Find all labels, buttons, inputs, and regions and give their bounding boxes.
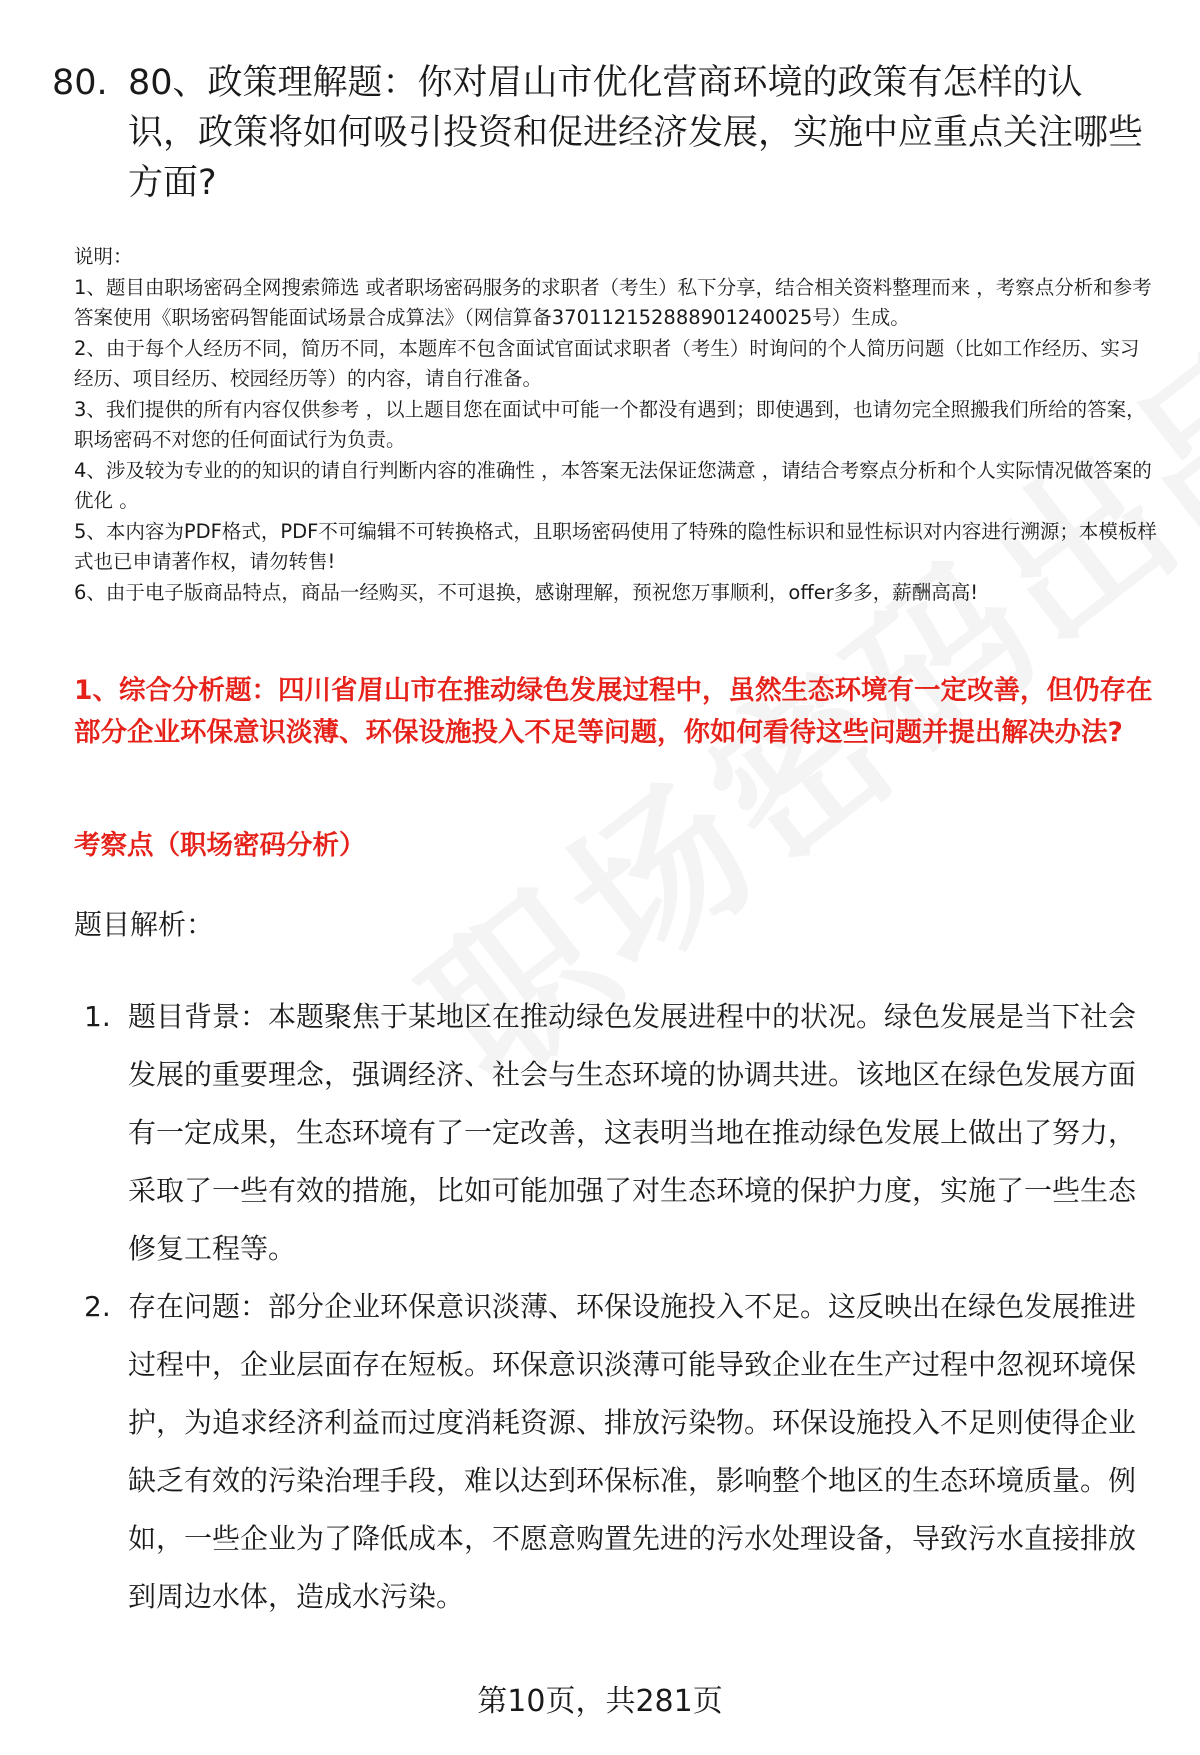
question-text: 80、政策理解题：你对眉山市优化营商环境的政策有怎样的认识，政策将如何吸引投资和促进经济发展，实施中应重点关注哪些方面? <box>128 63 1144 203</box>
note-item: 3、我们提供的所有内容仅供参考 ，以上题目您在面试中可能一个都没有遇到；即使遇到，也请勿完全照搬我们所给的答案，职场密码不对您的任何面试行为负责。 <box>74 397 1146 451</box>
note-item: 1、题目由职场密码全网搜索筛选 或者职场密码服务的求职者（考生）私下分享，结合相关资料整理而来 ，考察点分析和参考答案使用《职场密码智能面试场景合成算法》（网信算备370112152888901240025号）生成。 <box>74 275 1152 329</box>
analysis-item <box>84 988 1154 1278</box>
page-footer: 第10页，共281页 <box>477 1684 723 1719</box>
analysis-label: 题目解析： <box>74 908 215 941</box>
question-number: 80. <box>52 63 108 103</box>
analysis-list <box>84 988 1154 1626</box>
analysis-item-number: 2. <box>84 1290 111 1323</box>
analysis-item-text: 题目背景：本题聚焦于某地区在推动绿色发展进程中的状况。绿色发展是当下社会发展的重要理念，强调经济、社会与生态环境的协调共进。该地区在绿色发展方面有一定成果，生态环境有了一定改善，这表明当地在推动绿色发展上做出了努力，采取了一些有效的措施，比如可能加强了对生态环境的保护力度，实施了一些生态修复工程等。 <box>128 1000 1137 1265</box>
notes-block <box>74 242 1158 608</box>
note-item: 6、由于电子版商品特点，商品一经购买，不可退换，感谢理解，预祝您万事顺利，offer多多，薪酬高高! <box>74 580 979 604</box>
section-question: 1、综合分析题：四川省眉山市在推动绿色发展过程中，虽然生态环境有一定改善，但仍存在部分企业环保意识淡薄、环保设施投入不足等问题，你如何看待这些问题并提出解决办法? <box>74 675 1153 748</box>
analysis-item <box>84 1278 1154 1626</box>
section-subtitle: 考察点（职场密码分析） <box>74 830 366 861</box>
question-header <box>52 58 1152 208</box>
note-item: 2、由于每个人经历不同，简历不同，本题库不包含面试官面试求职者（考生）时询问的个人简历问题（比如工作经历、实习经历、项目经历、校园经历等）的内容，请自行准备。 <box>74 336 1140 390</box>
analysis-item-number: 1. <box>84 1000 111 1033</box>
notes-title: 说明： <box>74 245 133 268</box>
analysis-item-text: 存在问题：部分企业环保意识淡薄、环保设施投入不足。这反映出在绿色发展推进过程中，企业层面存在短板。环保意识淡薄可能导致企业在生产过程中忽视环境保护，为追求经济利益而过度消耗资源、排放污染物。环保设施投入不足则使得企业缺乏有效的污染治理手段，难以达到环保标准，影响整个地区的生态环境质量。例如，一些企业为了降低成本，不愿意购置先进的污水处理设备，导致污水直接排放到周边水体，造成水污染。 <box>128 1290 1137 1613</box>
note-item: 4、涉及较为专业的的知识的请自行判断内容的准确性 ，本答案无法保证您满意 ，请结合考察点分析和个人实际情况做答案的优化 。 <box>74 458 1152 512</box>
note-item: 5、本内容为PDF格式，PDF不可编辑不可转换格式，且职场密码使用了特殊的隐性标识和显性标识对内容进行溯源；本模板样式也已申请著作权，请勿转售! <box>74 519 1157 573</box>
